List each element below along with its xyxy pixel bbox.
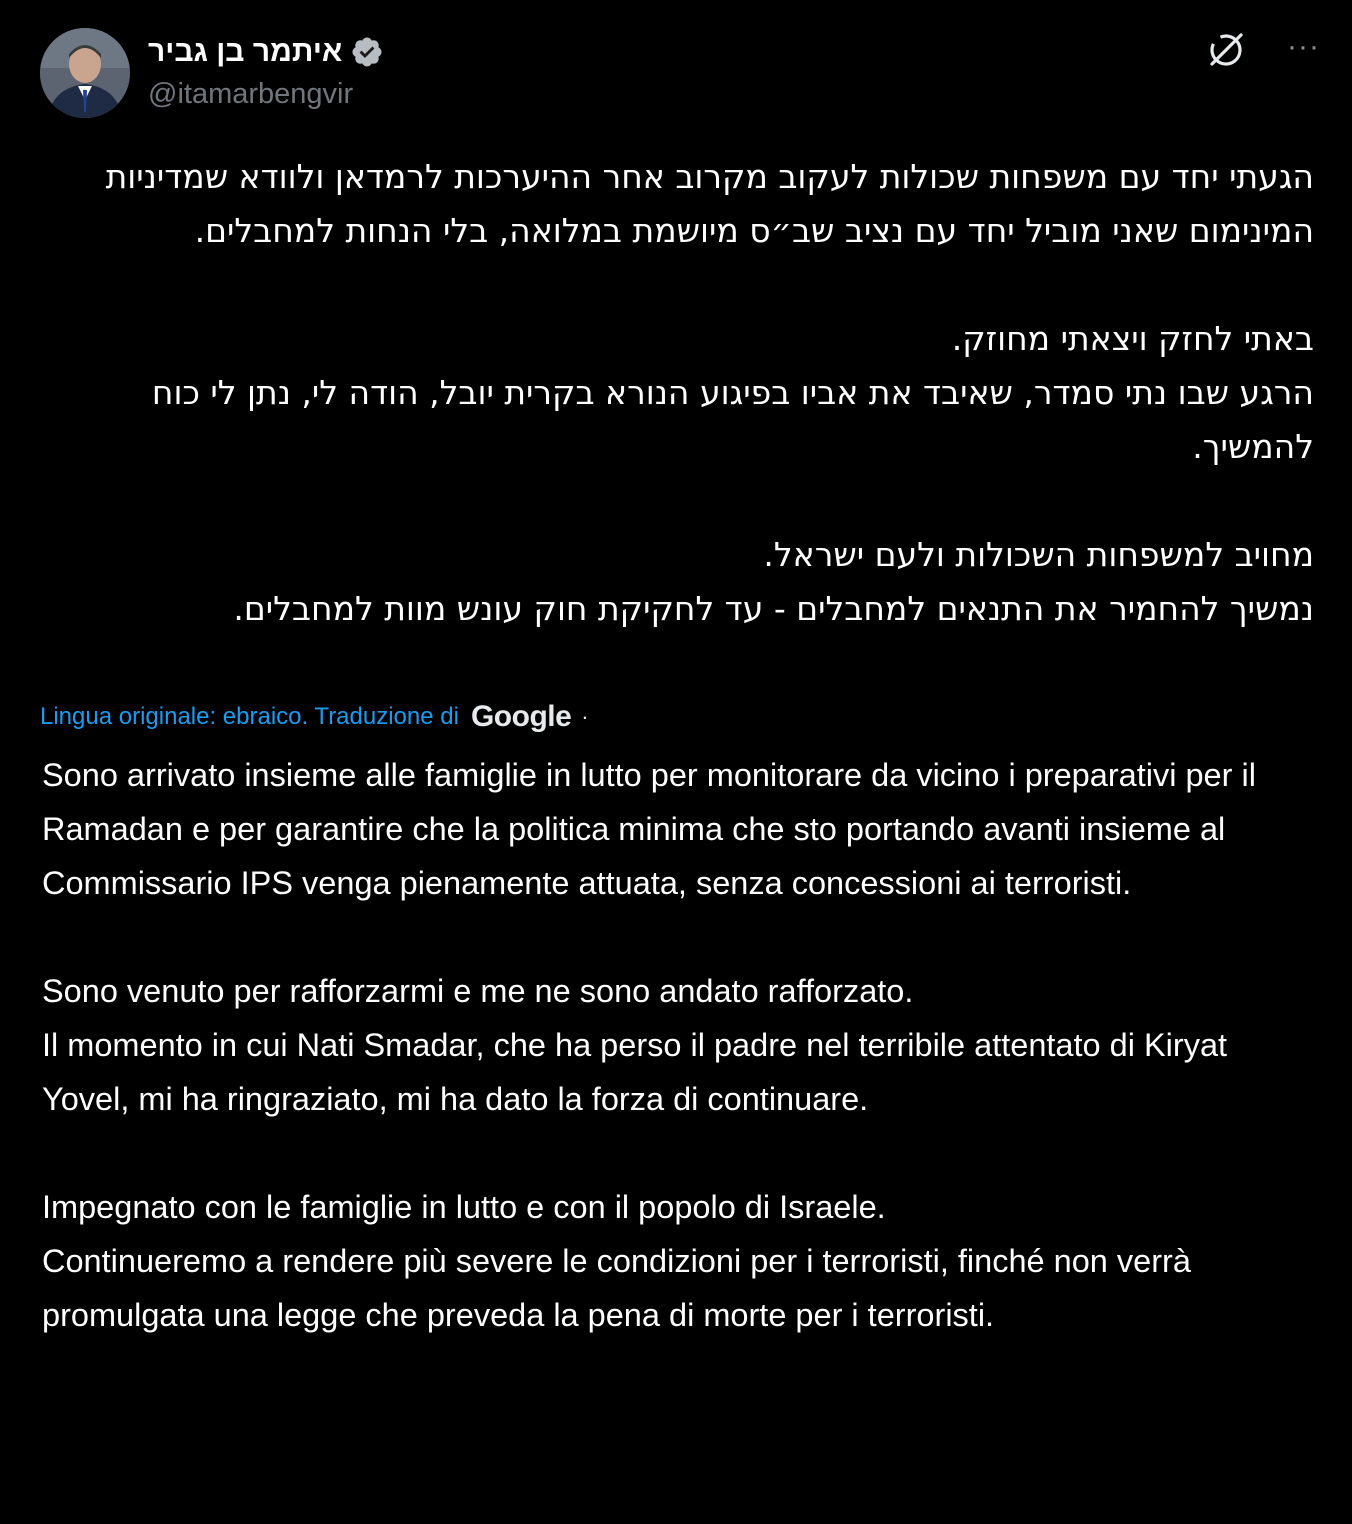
name-row <box>148 32 384 72</box>
translated-paragraph-3-line-1: Impegnato con le famiglie in lutto e con il popolo di Israele. <box>42 1189 886 1225</box>
translated-paragraph-3-line-2: Continueremo a rendere più severe le condizioni per i terroristi, finché non verrà promulgata una legge che preveda la pena di morte per i terroristi. <box>42 1243 1191 1333</box>
author-info <box>148 32 384 111</box>
paragraph-gap <box>40 258 1314 312</box>
translated-paragraph-2-line-1: Sono venuto per rafforzarmi e me ne sono andato rafforzato. <box>42 973 914 1009</box>
grok-icon[interactable] <box>1204 28 1248 72</box>
display-name[interactable]: איתמר בן גביר <box>148 35 343 68</box>
profile-photo <box>40 28 130 118</box>
original-text <box>40 150 1314 636</box>
translated-paragraph-1: Sono arrivato insieme alle famiglie in lutto per monitorare da vicino i preparativi per il Ramadan e per garantire che la politica minima che sto portando avanti insieme al Commissario IPS venga pienamente attuata, senza concessioni ai terroristi. <box>42 757 1256 901</box>
handle[interactable]: @itamarbengvir <box>148 78 354 110</box>
verified-badge-icon <box>350 35 384 69</box>
translated-paragraph-2-line-2: Il momento in cui Nati Smadar, che ha perso il padre nel terribile attentato di Kiryat Yovel, mi ha ringraziato, mi ha dato la forza di continuare. <box>42 1027 1228 1117</box>
tweet-header <box>40 28 1320 124</box>
translation-attribution <box>40 697 589 737</box>
original-paragraph-2-line-1: באתי לחזק ויצאתי מחוזק. <box>951 319 1314 358</box>
separator-dot: · <box>581 704 589 729</box>
google-logo: Google <box>470 700 572 733</box>
translation-label[interactable]: Lingua originale: ebraico. Traduzione di <box>40 703 459 730</box>
paragraph-gap <box>42 910 1322 964</box>
more-options-icon[interactable]: ··· <box>1287 30 1320 63</box>
original-paragraph-2-line-2: הרגע שבו נתי סמדר, שאיבד את אביו בפיגוע הנורא בקרית יובל, הודה לי, נתן לי כוח להמשיך. <box>151 373 1314 466</box>
original-paragraph-1: הגעתי יחד עם משפחות שכולות לעקוב מקרוב אחר ההיערכות לרמדאן ולוודא שמדיניות המינימום שאני מוביל יחד עם נציב שב״ס מיושמת במלואה, בלי הנחות למחבלים. <box>105 157 1314 250</box>
avatar[interactable] <box>40 28 130 118</box>
translated-text <box>42 748 1322 1342</box>
original-paragraph-3-line-2: נמשיך להחמיר את התנאים למחבלים - עד לחקיקת חוק עונש מוות למחבלים. <box>233 589 1314 628</box>
paragraph-gap <box>42 1126 1322 1180</box>
paragraph-gap <box>40 474 1314 528</box>
original-paragraph-3-line-1: מחויב למשפחות השכולות ולעם ישראל. <box>763 535 1314 574</box>
